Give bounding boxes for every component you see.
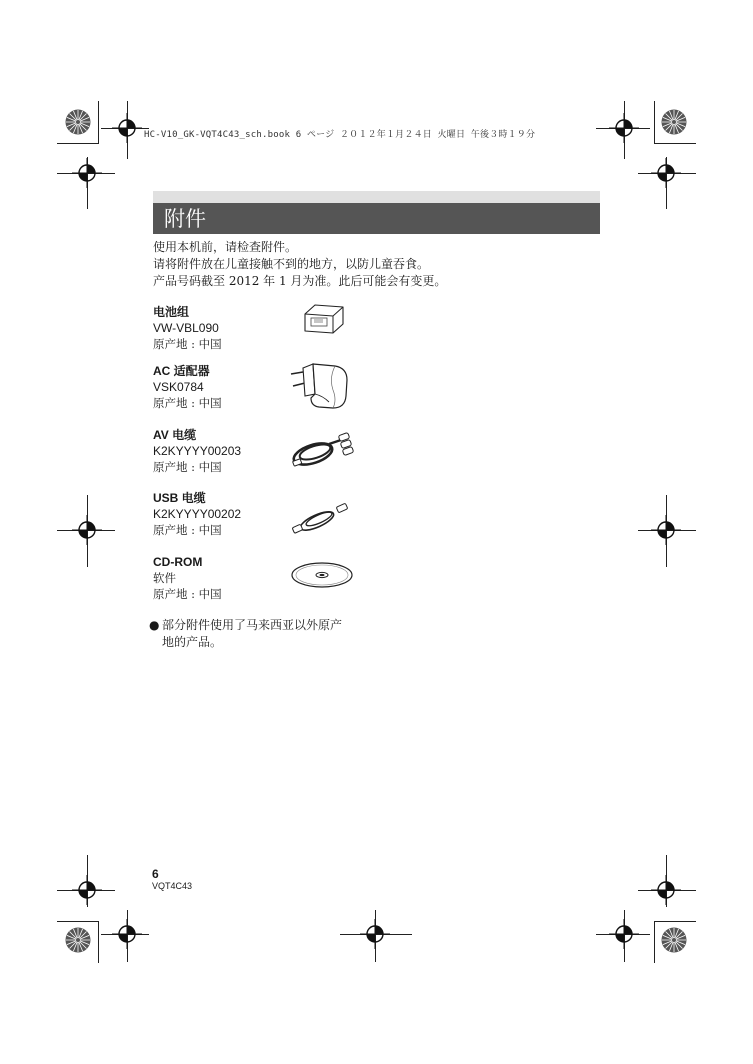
- accessory-code: 软件: [153, 571, 176, 585]
- accessory-name: AC 适配器: [153, 364, 210, 378]
- registration-mark-icon: [651, 158, 681, 188]
- book-info-line: HC-V10_GK-VQT4C43_sch.book 6 ページ ２０１２年１月２４日 火曜日 午後３時１９分: [144, 130, 536, 140]
- page-number: 6: [152, 867, 159, 881]
- registration-mark-icon: [72, 875, 102, 905]
- note-line: 地的产品。: [162, 635, 223, 649]
- registration-mark-icon: [72, 515, 102, 545]
- cd-rom-icon: [290, 561, 354, 589]
- accessory-code: VSK0784: [153, 380, 204, 394]
- accessory-item-av-cable: [153, 427, 241, 475]
- intro-text: [153, 239, 446, 290]
- bullet-icon: ●: [149, 618, 160, 632]
- accessory-name: USB 电缆: [153, 491, 206, 505]
- intro-line: 产品号码截至 2012 年 1 月为准。此后可能会有变更。: [153, 274, 447, 288]
- accessory-item-ac-adaptor: [153, 363, 222, 411]
- section-title: 附件: [164, 207, 206, 231]
- note: [149, 617, 342, 651]
- registration-mark-icon: [651, 875, 681, 905]
- accessory-code: VW-VBL090: [153, 321, 219, 335]
- intro-line: 请将附件放在儿童接触不到的地方，以防儿童吞食。: [153, 257, 430, 271]
- accessory-name: CD-ROM: [153, 555, 203, 569]
- accessory-code: K2KYYYY00202: [153, 507, 242, 521]
- registration-mark-icon: [72, 158, 102, 188]
- battery-pack-icon: [301, 302, 347, 336]
- registration-mark-icon: [609, 919, 639, 949]
- accessory-origin: 原产地 : 中国: [153, 396, 222, 410]
- starburst-mark-icon: [661, 927, 687, 953]
- accessory-item-usb-cable: [153, 490, 241, 538]
- registration-mark-icon: [651, 515, 681, 545]
- av-cable-icon: [289, 430, 357, 470]
- accessory-name: 电池组: [153, 305, 190, 319]
- document-code: VQT4C43: [152, 881, 193, 891]
- intro-line: 使用本机前，请检查附件。: [153, 240, 298, 254]
- accessory-item-cd-rom: [153, 554, 222, 602]
- accessory-code: K2KYYYY00203: [153, 444, 242, 458]
- ac-adaptor-icon: [289, 360, 353, 412]
- accessory-name: AV 电缆: [153, 428, 197, 442]
- starburst-mark-icon: [661, 109, 687, 135]
- accessory-origin: 原产地 : 中国: [153, 523, 222, 537]
- accessory-origin: 原产地 : 中国: [153, 337, 222, 351]
- accessory-origin: 原产地 : 中国: [153, 460, 222, 474]
- registration-mark-icon: [112, 113, 142, 143]
- registration-mark-icon: [360, 919, 390, 949]
- usb-cable-icon: [291, 502, 351, 536]
- section-title-bar: [153, 203, 600, 234]
- accessory-origin: 原产地 : 中国: [153, 587, 222, 601]
- accessory-item-battery: [153, 304, 222, 352]
- starburst-mark-icon: [65, 927, 91, 953]
- registration-mark-icon: [112, 919, 142, 949]
- registration-mark-icon: [609, 113, 639, 143]
- starburst-mark-icon: [65, 109, 91, 135]
- title-strip: [153, 191, 600, 203]
- note-line: 部分附件使用了马来西亚以外原产: [162, 618, 343, 632]
